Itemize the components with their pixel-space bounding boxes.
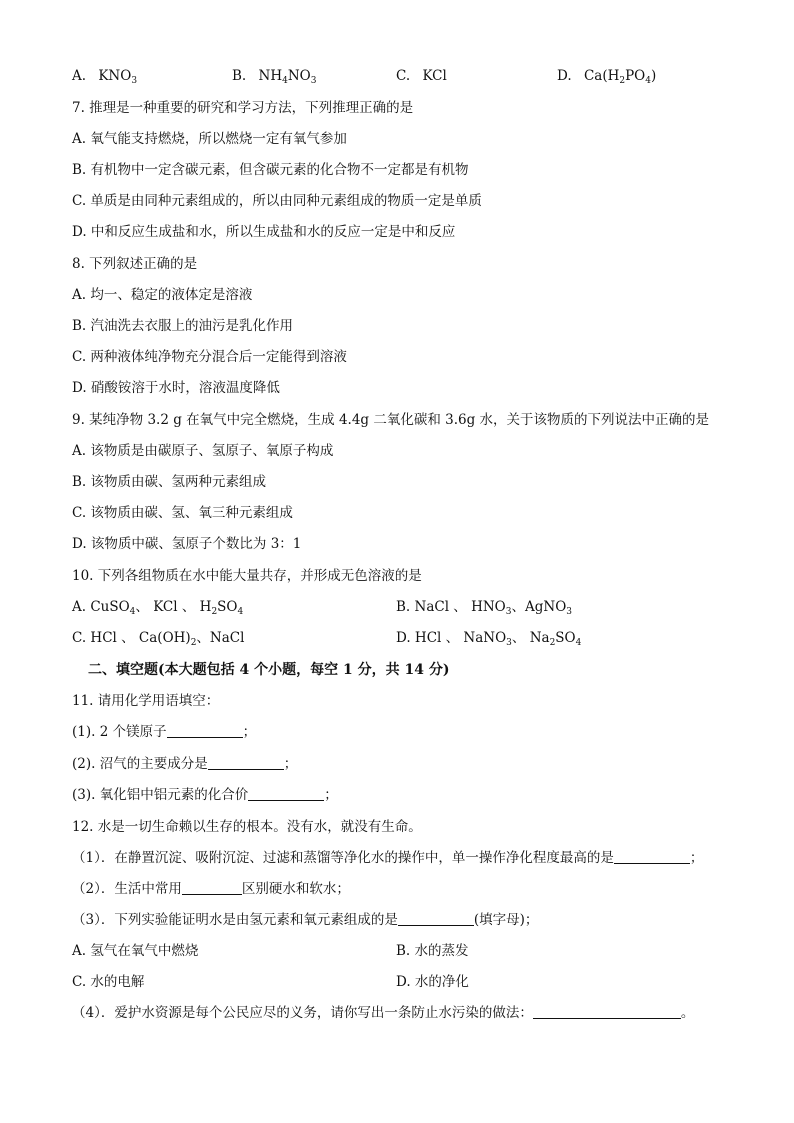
q12-option-d: D. 水的净化 — [396, 974, 469, 990]
q10-option-d — [396, 628, 581, 648]
q8-option-b: B. 汽油洗去衣服上的油污是乳化作用 — [72, 318, 294, 334]
subscript: 3 — [506, 638, 512, 648]
answer-blank[interactable] — [533, 1004, 681, 1019]
formula-part: 、 Na — [511, 630, 550, 646]
q9-option-d: D. 该物质中碳、氢原子个数比为 3：1 — [72, 536, 302, 552]
q12-part-3 — [72, 910, 538, 930]
formula-part: PO — [625, 68, 646, 84]
item-text: （2）．生活中常用 — [72, 881, 182, 897]
item-end: ； — [283, 756, 298, 772]
q7-option-a: A. 氧气能支持燃烧，所以燃烧一定有氧气参加 — [72, 131, 347, 147]
q12-part-2 — [72, 879, 350, 899]
q7-option-b: B. 有机物中一定含碳元素，但含碳元素的化合物不一定都是有机物 — [72, 162, 469, 178]
q9-option-a: A. 该物质是由碳原子、氢原子、氧原子构成 — [72, 443, 334, 459]
item-text: (2). 沼气的主要成分是 — [72, 756, 208, 772]
subscript: 2 — [619, 76, 626, 86]
q12-stem: 12. 水是一切生命赖以生存的根本。没有水，就没有生命。 — [72, 819, 422, 835]
formula-part: NH — [258, 68, 283, 84]
q9-stem: 9. 某纯净物 3.2 g 在氧气中完全燃烧，生成 4.4g 二氧化碳和 3.6g 水，关于该物质的下列说法中正确的是 — [72, 412, 710, 428]
option-letter: A. — [72, 68, 87, 84]
subscript: 4 — [645, 76, 651, 86]
q8-option-a: A. 均一、稳定的液体定是溶液 — [72, 287, 253, 303]
q10-option-c — [72, 628, 244, 648]
q8-option-d: D. 硝酸铵溶于水时，溶液温度降低 — [72, 380, 280, 396]
formula-part: SO — [555, 630, 576, 646]
answer-blank[interactable] — [182, 880, 242, 895]
item-text: (3). 氧化铝中铝元素的化合价 — [72, 787, 249, 803]
item-end: ； — [242, 724, 257, 740]
item-text: （4）．爱护水资源是每个公民应尽的义务，请你写出一条防止水污染的做法： — [72, 1005, 533, 1021]
answer-blank[interactable] — [208, 755, 284, 770]
option-letter: B. — [232, 68, 247, 84]
q11-item-2 — [72, 754, 297, 774]
formula-part: 、 KCl 、 H — [135, 599, 212, 615]
subscript: 4 — [129, 607, 136, 617]
answer-blank[interactable] — [167, 723, 243, 738]
subscript: 3 — [131, 76, 138, 86]
q11-item-3 — [72, 785, 338, 805]
section-heading: 二、填空题(本大题包括 4 个小题，每空 1 分，共 14 分) — [88, 662, 450, 678]
formula-part: A. CuSO — [72, 599, 130, 615]
q12-option-c: C. 水的电解 — [72, 974, 145, 990]
subscript: 2 — [549, 638, 556, 648]
q7-option-c: C. 单质是由同种元素组成的，所以由同种元素组成的物质一定是单质 — [72, 193, 482, 209]
formula-part: SO — [217, 599, 238, 615]
item-end: (填字母)； — [473, 912, 539, 928]
q10-option-b — [396, 597, 572, 617]
q11-stem: 11. 请用化学用语填空： — [72, 693, 220, 709]
answer-blank[interactable] — [614, 849, 690, 864]
q12-option-a: A. 氢气在氧气中燃烧 — [72, 943, 199, 959]
option-letter: C. — [396, 68, 411, 84]
subscript: 3 — [566, 607, 572, 617]
item-end: 区别硬水和软水； — [241, 881, 350, 897]
formula-part: KCl — [422, 68, 447, 84]
item-text: （3）．下列实验能证明水是由氢元素和氧元素组成的是 — [72, 912, 398, 928]
subscript: 2 — [190, 638, 197, 648]
q12-part-1 — [72, 848, 703, 868]
q6-option-b — [232, 66, 316, 86]
item-end: ； — [689, 850, 704, 866]
item-end: ； — [324, 787, 338, 803]
formula-part: ) — [650, 68, 657, 84]
formula-part: Ca(H — [583, 68, 620, 84]
answer-blank[interactable] — [248, 786, 324, 801]
q11-item-1 — [72, 722, 256, 742]
formula-part: B. NaCl 、 HNO — [396, 599, 506, 615]
q10-stem: 10. 下列各组物质在水中能大量共存，并形成无色溶液的是 — [72, 568, 422, 584]
q6-option-a — [72, 66, 137, 86]
q12-part-4 — [72, 1003, 694, 1023]
formula-part: KNO — [98, 68, 132, 84]
q6-option-d — [557, 66, 656, 86]
answer-blank[interactable] — [398, 911, 474, 926]
q9-option-b: B. 该物质由碳、氢两种元素组成 — [72, 474, 267, 490]
q6-option-c — [396, 66, 447, 86]
q8-option-c: C. 两种液体纯净物充分混合后一定能得到溶液 — [72, 349, 347, 365]
subscript: 3 — [505, 607, 512, 617]
item-text: (1). 2 个镁原子 — [72, 724, 167, 740]
subscript: 4 — [575, 638, 582, 648]
item-text: （1）．在静置沉淀、吸附沉淀、过滤和蒸馏等净化水的操作中，单一操作净化程度最高的是 — [72, 850, 614, 866]
q12-option-b: B. 水的蒸发 — [396, 943, 469, 959]
subscript: 4 — [282, 76, 288, 86]
subscript: 4 — [237, 607, 244, 617]
q7-stem: 7. 推理是一种重要的研究和学习方法，下列推理正确的是 — [72, 100, 414, 116]
q7-option-d: D. 中和反应生成盐和水，所以生成盐和水的反应一定是中和反应 — [72, 224, 456, 240]
formula-part: 、AgNO — [511, 599, 567, 615]
subscript: 3 — [310, 76, 317, 86]
formula-part: 、NaCl — [196, 630, 245, 646]
subscript: 2 — [211, 607, 218, 617]
formula-part: NO — [287, 68, 311, 84]
q9-option-c: C. 该物质由碳、氢、氧三种元素组成 — [72, 505, 293, 521]
formula-part: D. HCl 、 NaNO — [396, 630, 507, 646]
q10-option-a — [72, 597, 243, 617]
option-letter: D. — [557, 68, 572, 84]
formula-part: C. HCl 、 Ca(OH) — [72, 630, 191, 646]
q8-stem: 8. 下列叙述正确的是 — [72, 256, 198, 272]
item-end: 。 — [680, 1005, 695, 1021]
